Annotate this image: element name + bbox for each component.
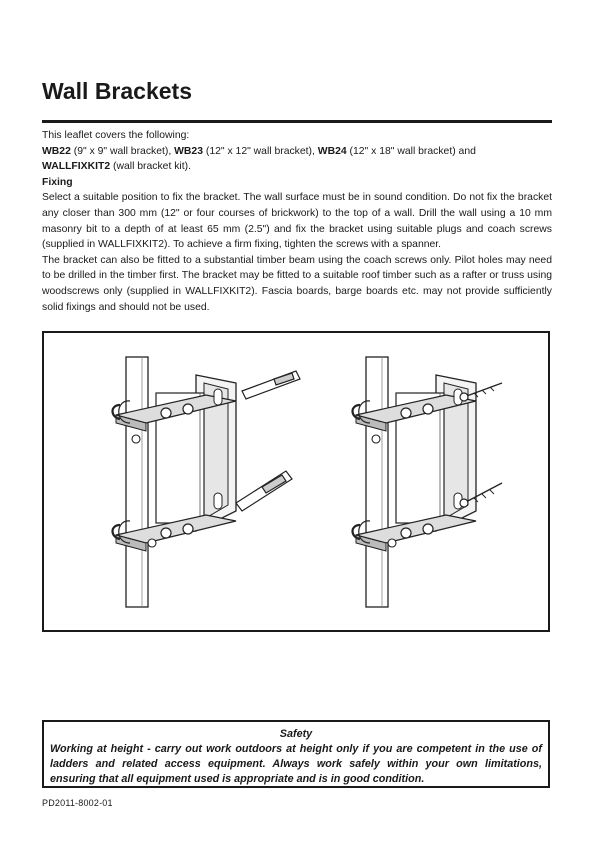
product-desc: (wall bracket kit). [110,161,191,173]
page-title: Wall Brackets [42,78,192,104]
safety-text: Working at height - carry out work outdoors at height only if you are competent in the use of ladders and related access equipment. Always work safely within your own limitations, ensuring that all equipment used is appropriate and is in good condition. [50,743,542,785]
product-list [42,144,552,175]
fixing-heading: Fixing [42,176,73,188]
product-code: WB24 [317,145,347,157]
product-desc: (9" x 9" wall bracket), [70,145,175,157]
bracket-illustration-frame [42,331,550,632]
product-code: WALLFIXKIT2 [42,161,111,173]
bracket-with-woodscrews-illustration [353,357,503,607]
fixing-paragraph-1: Select a suitable position to fix the bracket. The wall surface must be in sound condition. Do not fix the bracket any closer than 300 mm (12" or four courses of brickwork) to the top of a wall. Drill the wall using a 10 mm masonry bit to a depth of at least 65 mm (2.5") and fix the bracket using suitable plugs and coach screws (supplied in WALLFIXKIT2). To achieve a firm fixing, tighten the screws with a spanner. [42,192,552,251]
body-text [42,128,552,315]
title-rule [42,120,552,123]
fixing-paragraph-2: The bracket can also be fitted to a substantial timber beam using the coach screws only. Pilot holes may need to be drilled in the timber first. The bracket may be fitted to a suitable roof timber such as a rafter or truss using woodscrews only (supplied in WALLFIXKIT2). Fascia boards, barge boards etc. may not provide sufficiently solid fixings and should not be used. [42,254,552,313]
safety-title: Safety [279,728,313,740]
bracket-illustrations [44,333,548,630]
safety-box [42,720,550,788]
product-code: WB22 [42,145,71,157]
intro-line: This leaflet covers the following: [42,130,190,141]
document-code: PD2011-8002-01 [42,798,113,808]
product-desc: (12" x 18" wall bracket) and [346,145,476,157]
bracket-with-plugs-illustration [113,357,301,607]
product-desc: (12" x 12" wall bracket), [202,145,318,157]
product-code: WB23 [174,145,203,157]
